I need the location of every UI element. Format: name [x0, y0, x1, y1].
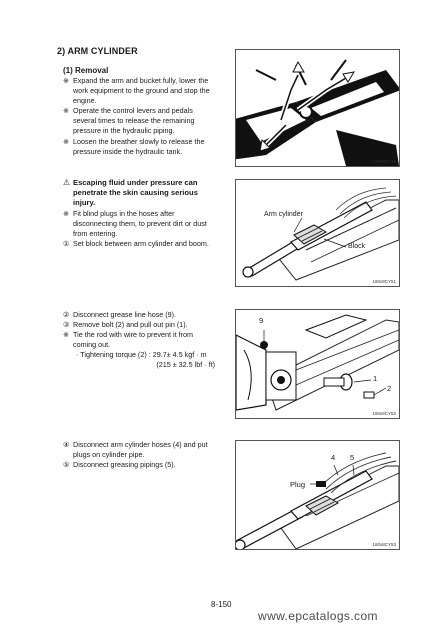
step-number: ③ [63, 320, 70, 329]
torque-line-2: (215 ± 32.5 lbf · ft) [156, 360, 215, 369]
arm-cylinder-illustration [236, 180, 399, 286]
steps-block-3 [63, 310, 215, 370]
steps-block-1 [63, 76, 215, 157]
page-number: 8-150 [211, 600, 232, 609]
step-text: Disconnect grease line hose (9). [73, 310, 177, 319]
step-text: Tie the rod with wire to prevent it from coming out. [73, 330, 193, 349]
subsection-title: (1) Removal [63, 66, 109, 75]
note-mark: ※ [63, 209, 70, 218]
steps-block-2 [63, 178, 215, 249]
torque-line-1: · Tightening torque (2) : 29.7± 4.5 kgf · m [76, 350, 207, 359]
step-number: ② [63, 310, 70, 319]
step-text: Remove bolt (2) and pull out pin (1). [73, 320, 188, 329]
pin-bolt-illustration [236, 310, 399, 418]
section-title: 2) ARM CYLINDER [57, 46, 138, 56]
label-plug: Plug [290, 480, 306, 489]
step-number: ④ [63, 440, 70, 449]
step-item [63, 209, 215, 239]
figure-code: 130S8C215 [372, 159, 396, 164]
warning-item [63, 178, 215, 208]
step-text: Expand the arm and bucket fully, lower the work equipment to the ground and stop the engine. [73, 76, 210, 105]
step-text: Fit blind plugs in the hoses after disconnecting them, to prevent dirt or dust from entering. [73, 209, 207, 238]
warning-icon: ⚠ [63, 178, 71, 187]
figure-code: 160x8CY53 [372, 542, 396, 547]
figure-code: 160x8CY51 [372, 279, 396, 284]
figure-arm-cylinder-block [235, 179, 400, 287]
steps-block-4 [63, 440, 215, 470]
label-2: 2 [387, 384, 392, 393]
step-item [63, 76, 215, 106]
label-block: Block [348, 243, 366, 250]
step-item [63, 330, 215, 350]
step-text: Loosen the breather slowly to release the pressure inside the hydraulic tank. [73, 137, 205, 156]
label-9: 9 [259, 316, 264, 325]
label-5: 5 [350, 453, 355, 462]
step-text: Disconnect arm cylinder hoses (4) and put plugs on cylinder pipe. [73, 440, 208, 459]
step-item [63, 460, 215, 470]
figure-arm-bucket [235, 49, 400, 167]
figure-pin-bolt [235, 309, 400, 419]
step-item [63, 310, 215, 320]
step-text: Disconnect greasing pipings (5). [73, 460, 176, 469]
step-text: Set block between arm cylinder and boom. [73, 239, 209, 248]
note-mark: ※ [63, 76, 70, 85]
step-item [63, 440, 215, 460]
note-mark: ※ [63, 137, 70, 146]
label-1: 1 [373, 374, 378, 383]
step-number: ① [63, 239, 70, 248]
arm-bucket-illustration [236, 50, 399, 166]
step-number: ⑤ [63, 460, 70, 469]
note-mark: ※ [63, 330, 70, 339]
footer-url[interactable]: www.epcatalogs.com [258, 609, 378, 623]
step-item [63, 137, 215, 157]
step-item [63, 239, 215, 249]
step-text: Operate the control levers and pedals several times to release the remaining pressure in the hydraulic piping. [73, 106, 195, 135]
note-mark: ※ [63, 106, 70, 115]
hoses-illustration [236, 441, 399, 549]
label-4: 4 [331, 453, 336, 462]
figure-hoses-plugs [235, 440, 400, 550]
warning-text: Escaping fluid under pressure can penetrate the skin causing serious injury. [73, 178, 198, 207]
step-item [63, 320, 215, 330]
figure-code: 160x8CY52 [372, 411, 396, 416]
label-arm-cylinder: Arm cylinder [264, 211, 303, 218]
step-item [63, 106, 215, 136]
